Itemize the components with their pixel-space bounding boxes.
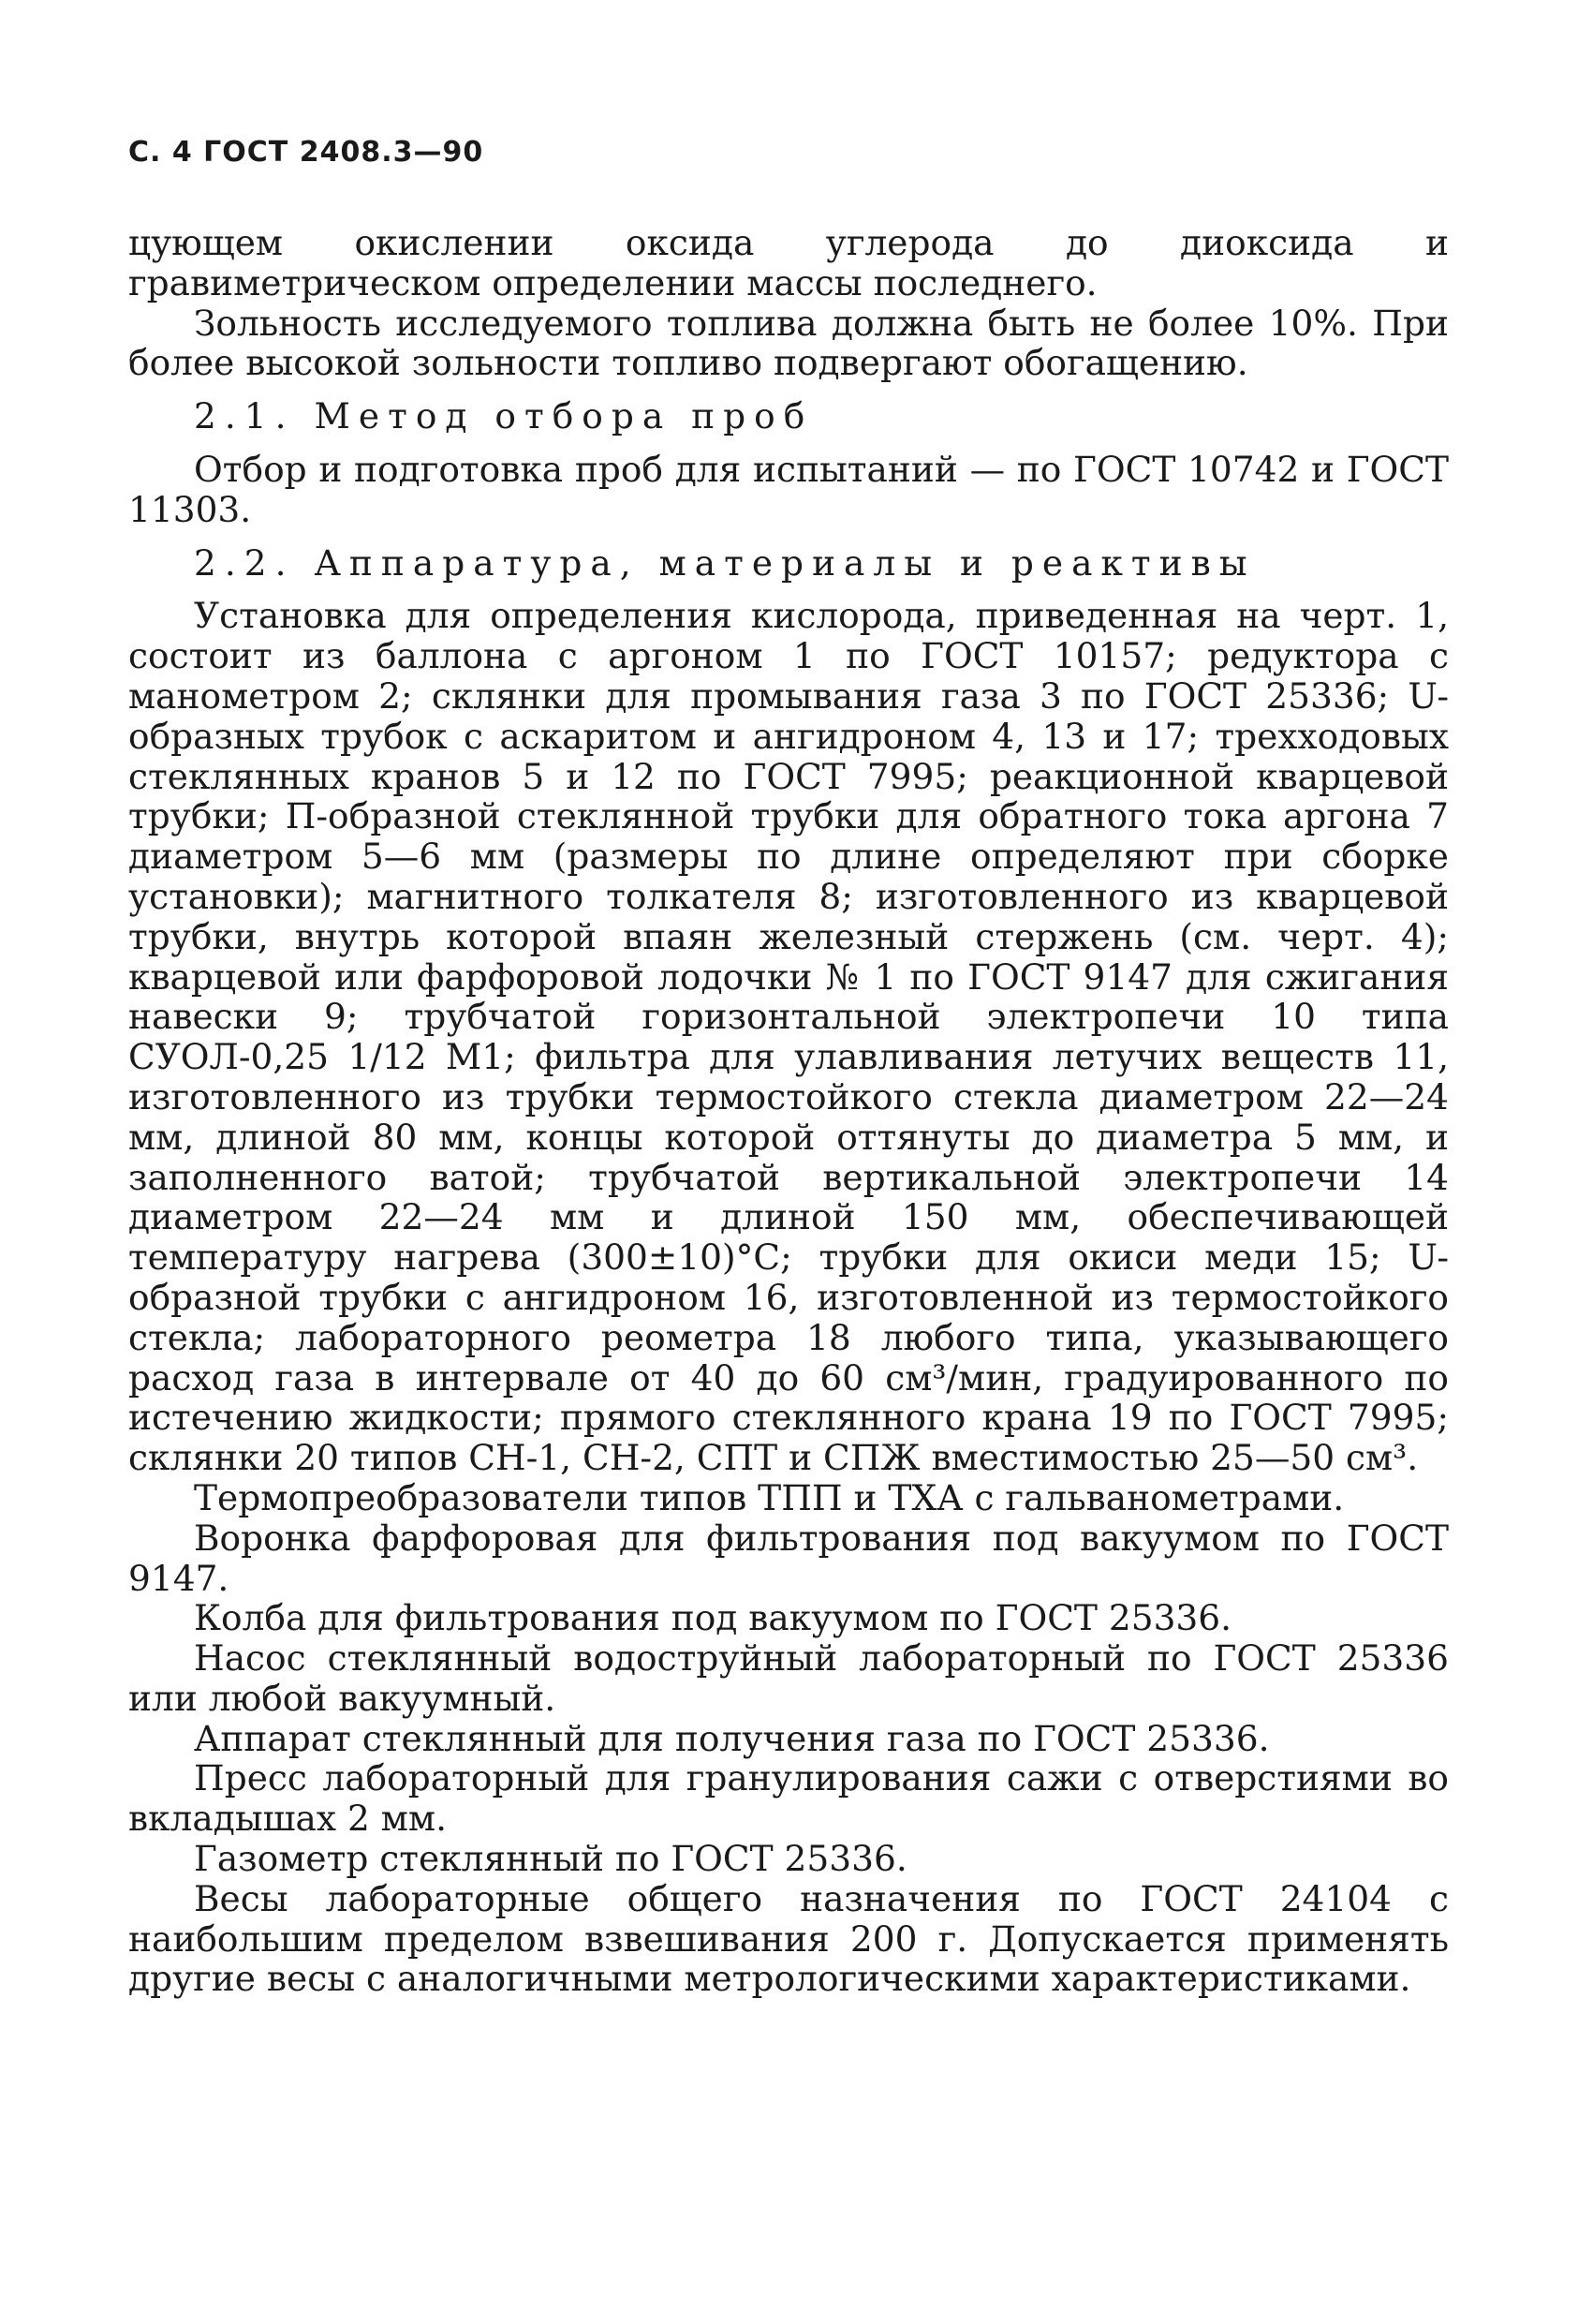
paragraph-funnel: Воронка фарфоровая для фильтрования под вакуумом по ГОСТ 9147.: [128, 1517, 1449, 1599]
paragraph-gas-apparatus: Аппарат стеклянный для получения газа по ГОСТ 25336.: [194, 1717, 1270, 1759]
paragraph-continuation: цующем окислении оксида углерода до диоксида и гравиметрическом определении массы последнего.: [128, 222, 1449, 303]
paragraph-gasometer: Газометр стеклянный по ГОСТ 25336.: [194, 1838, 907, 1880]
section-heading-sampling: 2.1. Метод отбора проб: [194, 395, 814, 437]
document-body: [128, 223, 1449, 1999]
paragraph-pump: Насос стеклянный водоструйный лабораторный по ГОСТ 25336 или любой вакуумный.: [128, 1637, 1449, 1719]
paragraph-flask: Колба для фильтрования под вакуумом по ГОСТ 25336.: [194, 1597, 1232, 1639]
section-heading-apparatus: 2.2. Аппаратура, материалы и реактивы: [194, 541, 1256, 584]
paragraph-thermocouples: Термопреобразователи типов ТПП и ТХА с гальванометрами.: [194, 1476, 1345, 1518]
paragraph-scales: Весы лабораторные общего назначения по ГОСТ 24104 с наибольшим пределом взвешивания 200 г. Допускается применять другие весы с аналогичными метрологическими характеристиками.: [128, 1877, 1449, 2000]
page-header: С. 4 ГОСТ 2408.3—90: [128, 136, 484, 169]
paragraph-sampling: Отбор и подготовка проб для испытаний — по ГОСТ 10742 и ГОСТ 11303.: [128, 448, 1449, 530]
paragraph-apparatus: Установка для определения кислорода, приведенная на черт. 1, состоит из баллона с аргоном 1 по ГОСТ 10157; редуктора с манометром 2; склянки для промывания газа 3 по ГОСТ 25336; U-образных трубок с аскаритом и ангидроном 4, 13 и 17; трехходовых стеклянных кранов 5 и 12 по ГОСТ 7995; реакционной кварцевой трубки; П-образной стеклянной трубки для обратного тока аргона 7 диаметром 5—6 мм (размеры по длине определяют при сборке установки); магнитного толкателя 8; изготовленного из кварцевой трубки, внутрь которой впаян железный стержень (см. черт. 4); кварцевой или фарфоровой лодочки № 1 по ГОСТ 9147 для сжигания навески 9; трубчатой горизонтальной электропечи 10 типа СУОЛ-0,25 1/12 М1; фильтра для улавливания летучих веществ 11, изготовленного из трубки термостойкого стекла диаметром 22—24 мм, длиной 80 мм, концы которой оттянуты до диаметра 5 мм, и заполненного ватой; трубчатой вертикальной электропечи 14 диаметром 22—24 мм и длиной 150 мм, обеспечивающей температуру нагрева (300±10)°С; трубки для окиси меди 15; U-образной трубки с ангидроном 16, изготовленной из термостойкого стекла; лабораторного реометра 18 любого типа, указывающего расход газа в интервале от 40 до 60 см³/мин, градуированного по истечению жидкости; прямого стеклянного крана 19 по ГОСТ 7995; склянки 20 типов СН-1, СН-2, СПТ и СПЖ вместимостью 25—50 см³.: [128, 595, 1449, 1479]
paragraph-press: Пресс лабораторный для гранулирования сажи с отверстиями во вкладышах 2 мм.: [128, 1757, 1449, 1840]
paragraph-ash-content: Зольность исследуемого топлива должна быть не более 10%. При более высокой зольности топливо подвергают обогащению.: [128, 302, 1449, 384]
